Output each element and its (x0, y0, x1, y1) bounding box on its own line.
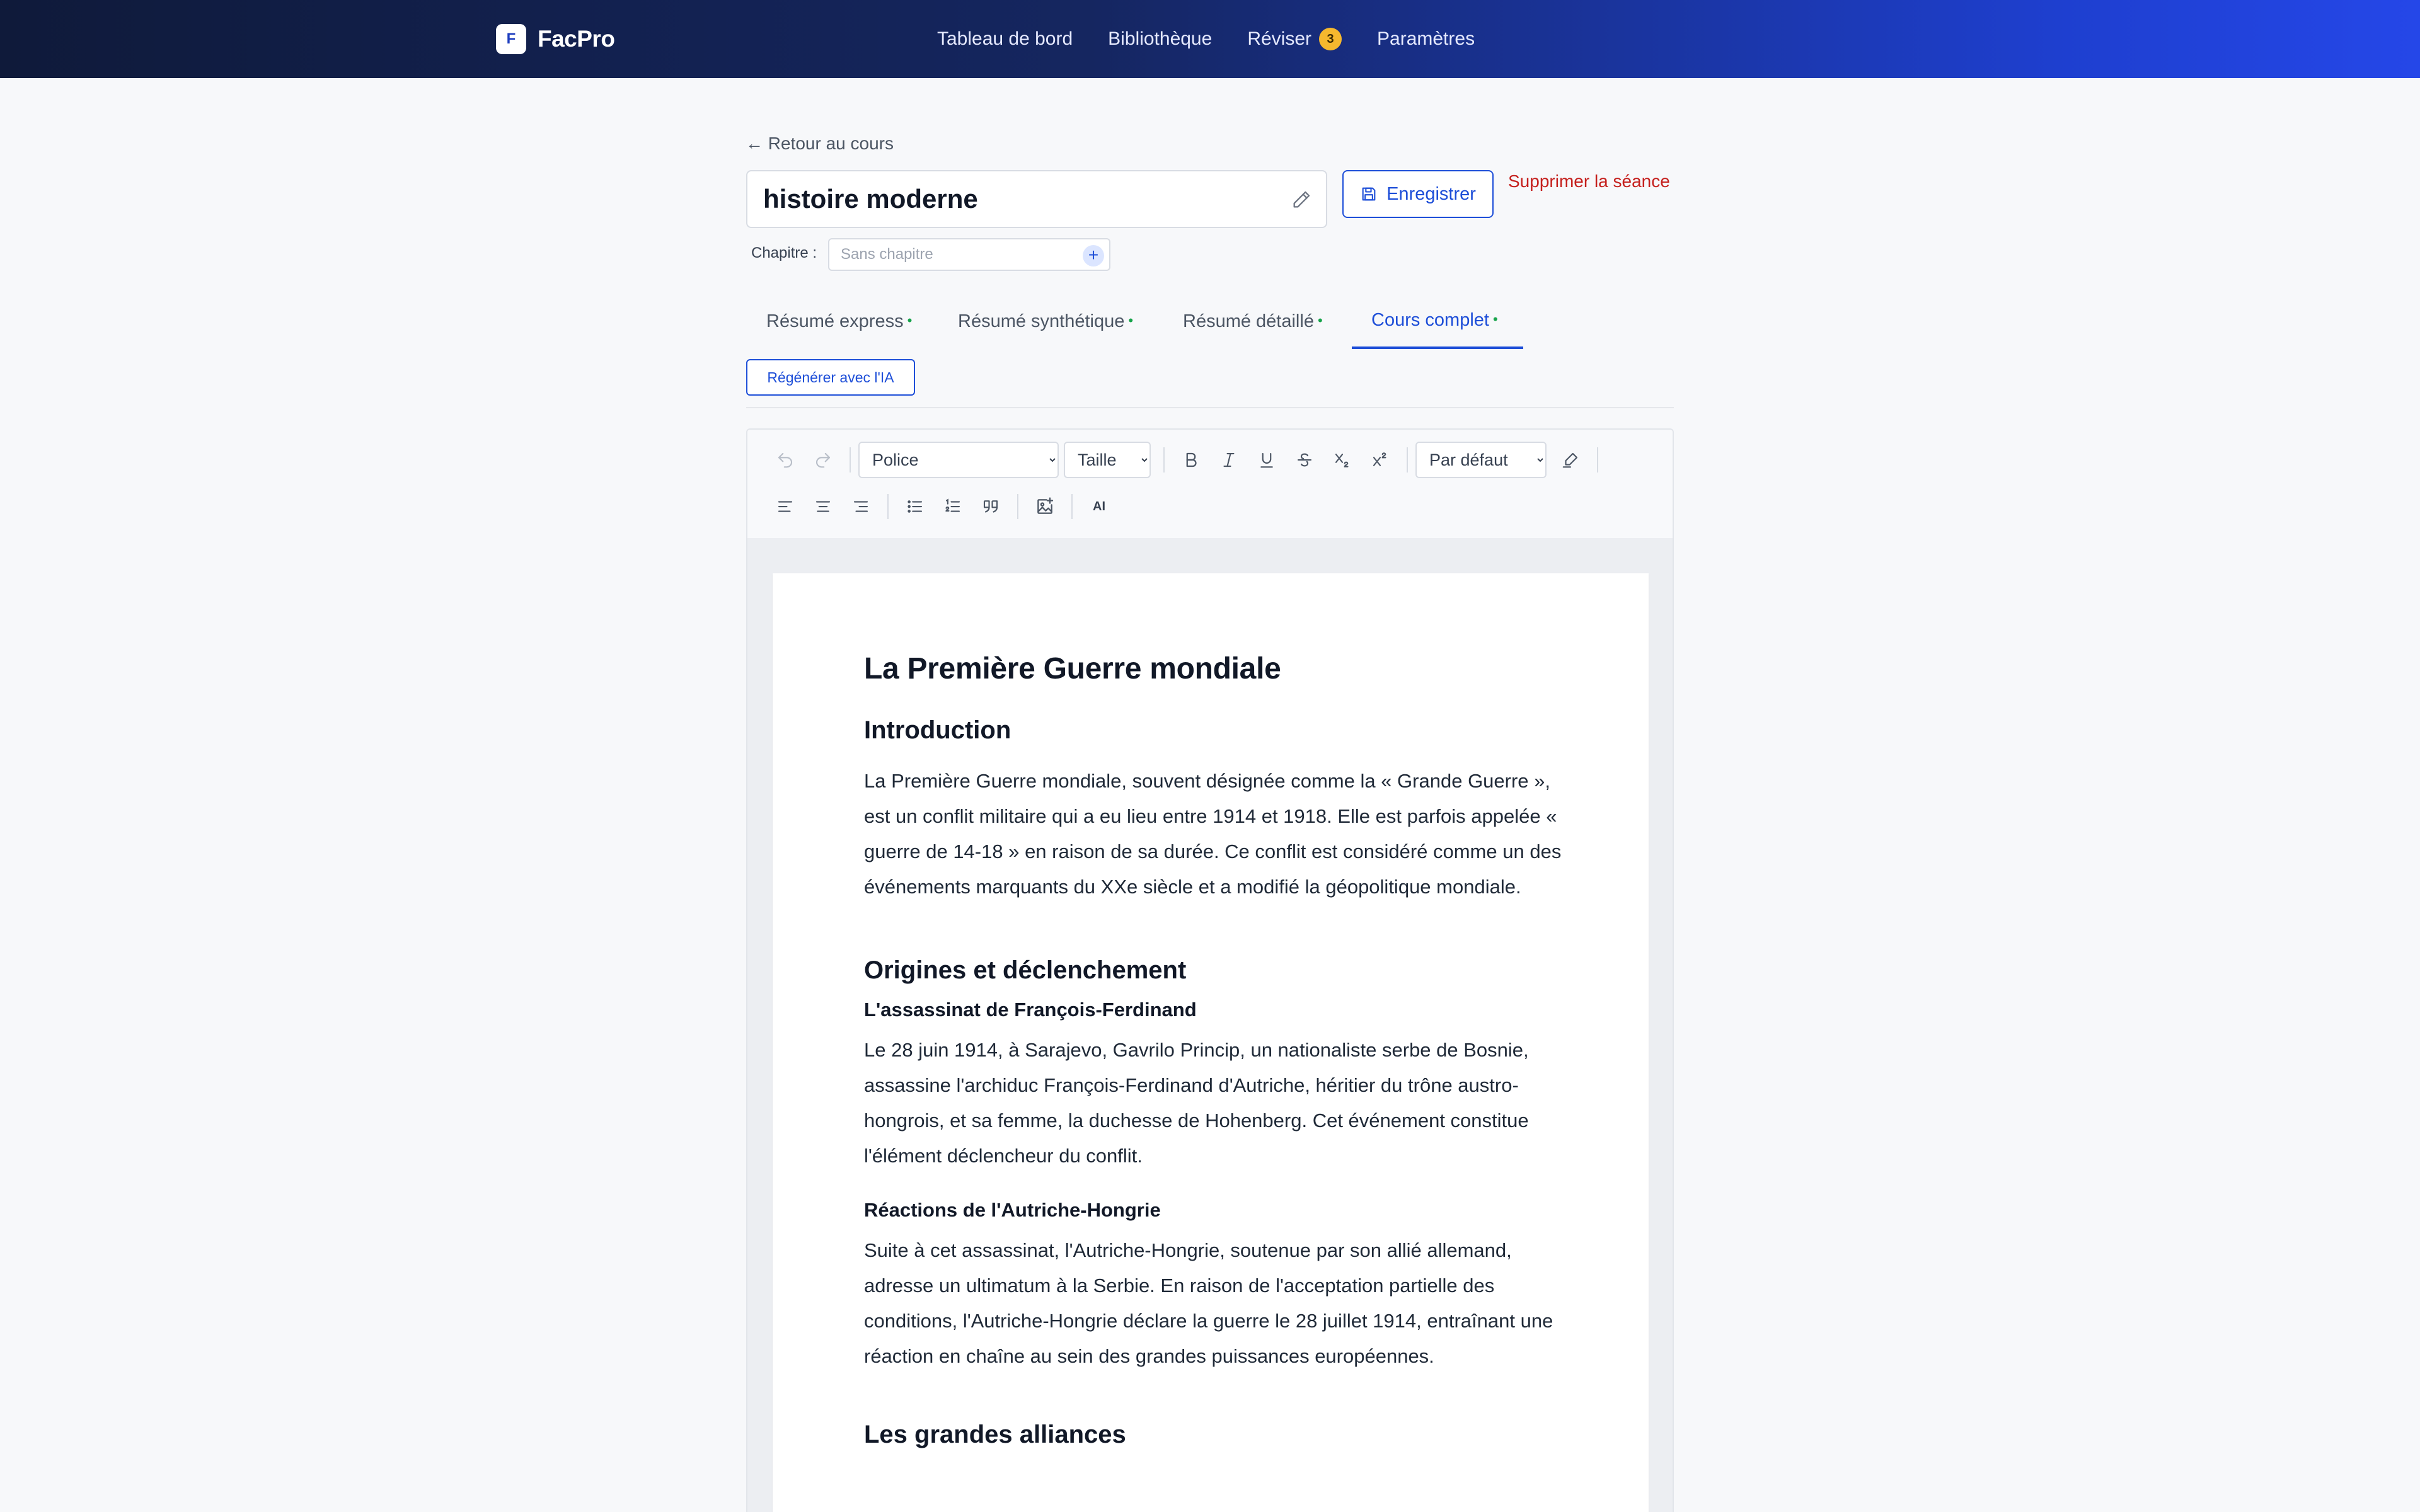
underline-icon[interactable] (1248, 442, 1286, 478)
ai-assist-button[interactable] (1080, 488, 1118, 525)
nav-link-label: Bibliothèque (1108, 28, 1213, 49)
toolbar-row-1 (766, 440, 1606, 480)
brand[interactable] (496, 23, 614, 55)
document-title: La Première Guerre mondiale (864, 652, 1281, 685)
font-size-select[interactable] (1064, 442, 1151, 478)
edit-pencil-icon[interactable] (1291, 189, 1312, 210)
nav-link-review[interactable] (1247, 28, 1342, 50)
save-disk-icon (1360, 185, 1378, 203)
toolbar-separator (1597, 447, 1598, 472)
subsection-heading: Réactions de l'Autriche-Hongrie (864, 1199, 1161, 1221)
brand-name: FacPro (538, 26, 615, 52)
chapter-input[interactable] (841, 246, 1068, 263)
tab-status-dot: • (1492, 311, 1498, 327)
tab-label: Résumé express (766, 311, 904, 331)
brand-logo-icon: F (496, 24, 526, 54)
tab-status-dot: • (1317, 312, 1323, 328)
back-to-course-link[interactable]: ← Retour au cours (746, 134, 894, 153)
numbered-list-icon[interactable] (934, 488, 972, 525)
undo-icon[interactable] (766, 442, 804, 478)
redo-icon[interactable] (804, 442, 842, 478)
subsection-heading: L'assassinat de François-Ferdinand (864, 999, 1197, 1021)
image-icon[interactable] (1026, 488, 1064, 525)
section-paragraph: La Première Guerre mondiale, souvent désignée comme la « Grande Guerre », est un conflit militaire qui a eu lieu entre 1914 et 1918. Elle est parfois appelée « guerre de 14-18 » en raison de sa durée. Ce conflit est considéré comme un des événements marquants du XXe siècle et a modifié la géopolitique mondiale. (864, 770, 1562, 898)
nav-link-dashboard[interactable] (937, 28, 1073, 50)
toolbar-separator (1071, 494, 1073, 519)
session-title-field (746, 170, 1327, 228)
toolbar-row-2 (766, 486, 1118, 527)
align-center-icon[interactable] (804, 488, 842, 525)
tab-cours-complet[interactable] (1371, 310, 1498, 331)
section-heading: Origines et déclenchement (864, 956, 1187, 984)
add-chapter-icon[interactable]: + (1083, 245, 1104, 266)
nav-link-library[interactable] (1108, 28, 1212, 50)
tab-resume-detaille[interactable] (1183, 311, 1323, 332)
editor-toolbar (747, 430, 1673, 538)
highlight-icon[interactable] (1552, 442, 1589, 478)
tab-resume-synthetique[interactable] (958, 311, 1133, 332)
ai-label: AI (1093, 499, 1105, 513)
align-right-icon[interactable] (842, 488, 880, 525)
toolbar-separator (887, 494, 889, 519)
subsection-paragraph: Suite à cet assassinat, l'Autriche-Hongrie, soutenue par son allié allemand, adresse un ultimatum à la Serbie. En raison de l'acceptation partielle des conditions, l'Autriche-Hongrie déclare la guerre le 28 juillet 1914, entraînant une réaction en chaîne au sein des grandes puissances européennes. (864, 1239, 1553, 1367)
tab-label: Résumé détaillé (1183, 311, 1314, 331)
nav-link-label: Réviser (1247, 28, 1312, 49)
regenerate-ai-button[interactable]: Régénérer avec l'IA (746, 359, 915, 396)
nav-link-label: Paramètres (1377, 28, 1475, 49)
bold-icon[interactable] (1172, 442, 1210, 478)
chapter-label: Chapitre : (751, 244, 817, 261)
nav-link-settings[interactable] (1377, 28, 1475, 50)
paragraph-style-select[interactable] (1415, 442, 1547, 478)
nav-link-label: Tableau de bord (937, 28, 1073, 49)
chapter-field (828, 238, 1110, 271)
align-left-icon[interactable] (766, 488, 804, 525)
top-navbar (0, 0, 2420, 78)
italic-icon[interactable] (1210, 442, 1248, 478)
summary-tabs (746, 304, 1674, 350)
tab-label: Cours complet (1371, 310, 1489, 330)
review-count-badge: 3 (1319, 28, 1342, 50)
subscript-icon[interactable] (1323, 442, 1361, 478)
document-page[interactable] (773, 573, 1649, 1512)
document-content[interactable] (864, 651, 1570, 1468)
toolbar-separator (1407, 447, 1408, 472)
toolbar-separator (1017, 494, 1018, 519)
superscript-icon[interactable] (1361, 442, 1399, 478)
session-title-input[interactable] (763, 184, 1267, 214)
delete-session-link[interactable]: Supprimer la séance (1508, 171, 1670, 191)
section-heading: Les grandes alliances (864, 1421, 1126, 1448)
nav-links (937, 24, 1510, 54)
quote-icon[interactable] (972, 488, 1010, 525)
active-tab-indicator (1352, 346, 1523, 349)
toolbar-separator (1163, 447, 1165, 472)
font-family-select[interactable] (858, 442, 1059, 478)
rich-text-editor (746, 428, 1674, 1512)
strikethrough-icon[interactable] (1286, 442, 1323, 478)
subsection-paragraph: Le 28 juin 1914, à Sarajevo, Gavrilo Princip, un nationaliste serbe de Bosnie, assassine l'archiduc François-Ferdinand d'Autriche, héritier du trône austro-hongrois, et sa femme, la duchesse de Hohenberg. Cet événement constitue l'élément déclencheur du conflit. (864, 1039, 1529, 1167)
save-button[interactable] (1342, 170, 1494, 218)
divider (746, 407, 1674, 408)
tab-status-dot: • (907, 312, 913, 328)
section-heading: Introduction (864, 716, 1011, 744)
tab-label: Résumé synthétique (958, 311, 1125, 331)
save-button-label: Enregistrer (1386, 183, 1476, 204)
toolbar-separator (850, 447, 851, 472)
tab-status-dot: • (1128, 312, 1134, 328)
tab-resume-express[interactable] (766, 311, 912, 332)
bullet-list-icon[interactable] (896, 488, 934, 525)
